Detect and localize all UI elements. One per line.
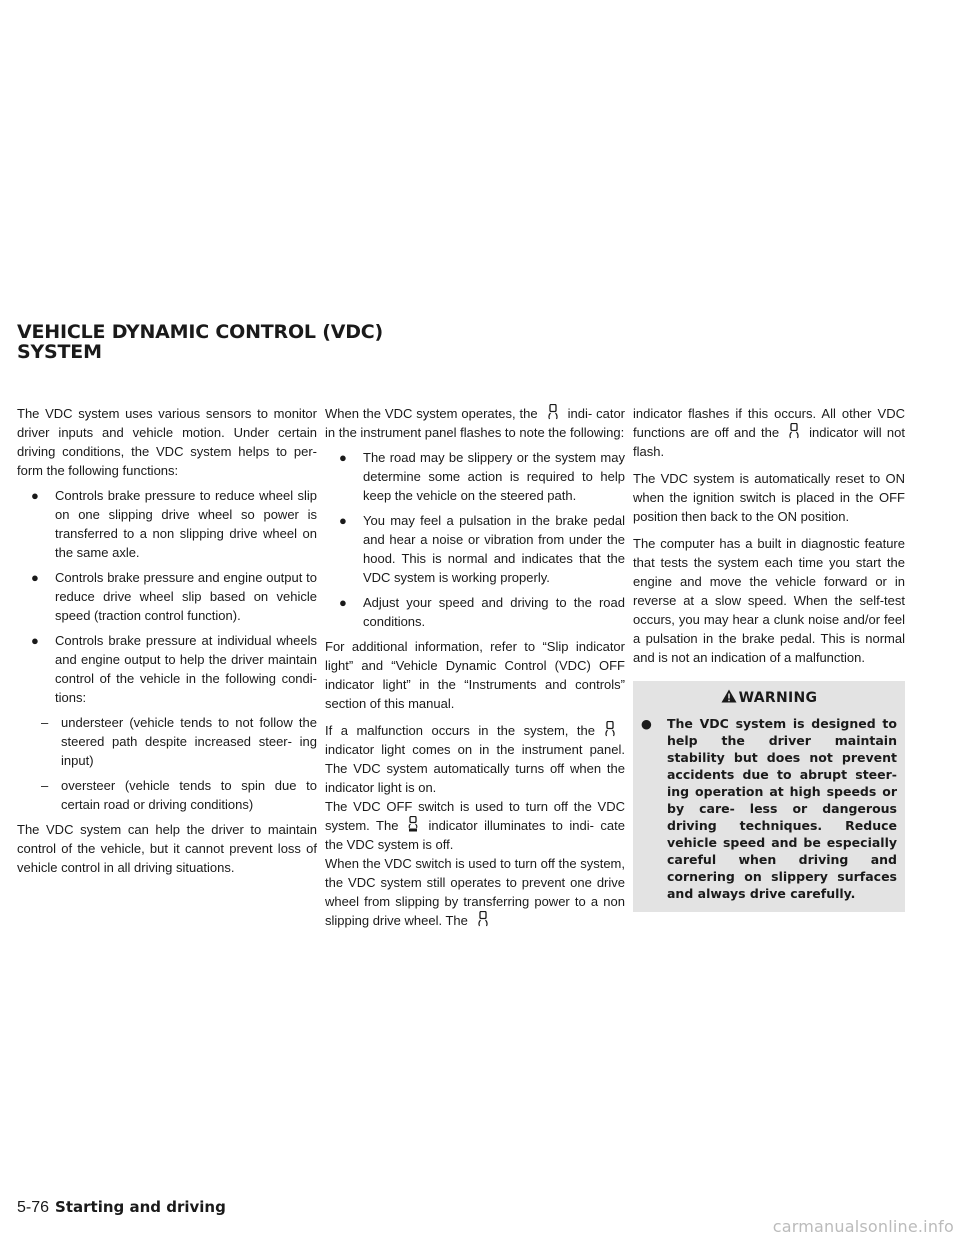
vdc-off-paragraph [325, 797, 625, 854]
text-run: The VDC OFF switch is used to turn off the VDC system. The [325, 799, 625, 833]
list-item [325, 448, 625, 505]
sub-list-item [17, 776, 317, 814]
text-run: indicator flashes if this occurs. All other VDC functions are off and the [633, 406, 905, 440]
slip-indicator-icon [472, 911, 494, 927]
page-number: 5-76 [17, 1199, 50, 1216]
warning-box [633, 681, 905, 912]
list-item-text: Controls brake pressure at individual wheels and engine output to help the driver maintain control of the vehicle in the following condi- tions: [55, 633, 317, 705]
reference-paragraph: For additional information, refer to “Slip indicator light” and “Vehicle Dynamic Control (VDC) OFF indicator light” in the “Instruments and controls” section of this manual. [325, 639, 625, 711]
list-item-text: Adjust your speed and driving to the road conditions. [363, 595, 625, 629]
list-item-text: You may feel a pulsation in the brake pedal and hear a noise or vibration from under the hood. This is normal and indicates that the VDC system is working properly. [363, 513, 625, 585]
sub-list-item [17, 713, 317, 770]
column-2 [325, 404, 625, 930]
sub-list-item-text: oversteer (vehicle tends to spin due to certain road or driving conditions) [61, 778, 317, 812]
warning-triangle-icon [721, 688, 737, 702]
list-item [17, 486, 317, 562]
slip-indicator-icon [542, 404, 564, 420]
text-run: indicator will not flash. [633, 425, 905, 459]
reset-paragraph: The VDC system is automatically reset to ON when the ignition switch is placed in the OFF position then back to the ON position. [633, 471, 905, 524]
dash-marker: – [41, 715, 49, 730]
list-item [17, 631, 317, 707]
bullet-marker: ● [31, 488, 39, 503]
malfunction-paragraph [325, 721, 625, 797]
bullet-marker: ● [31, 633, 39, 648]
list-item [325, 593, 625, 631]
slip-indicator-icon [783, 423, 805, 439]
warning-heading [633, 683, 905, 715]
list-item-text: The road may be slippery or the system may determine some action is required to help keep the vehicle on the steered path. [363, 450, 625, 503]
intro-paragraph: The VDC system uses various sensors to monitor driver inputs and vehicle motion. Under certain driving conditions, the VDC system helps to per- form the following functions: [17, 406, 317, 478]
bullet-marker: ● [31, 570, 39, 585]
vdc-off-indicator-icon [402, 816, 424, 832]
column-1 [17, 404, 317, 877]
text-run: indicator illuminates to indi- cate the VDC system is off. [325, 818, 625, 852]
diagnostic-paragraph: The computer has a built in diagnostic feature that tests the system each time you start the engine and move the vehicle forward or in reverse at a slow speed. When the self-test occurs, you may hear a clunk noise and/or feel a pulsation in the brake pedal. This is normal and is not an indication of a malfunction. [633, 536, 905, 665]
list-item-text: Controls brake pressure to reduce wheel slip on one slipping drive wheel so power is transferred to a non slipping drive wheel on the same axle. [55, 488, 317, 560]
text-run: indi- cator in the instrument panel flashes to note the following: [325, 406, 626, 440]
bullet-marker: ● [339, 513, 347, 528]
list-item-text: Controls brake pressure and engine output to reduce drive wheel slip based on vehicle speed (traction control function). [55, 570, 317, 623]
warning-text-content: The VDC system is designed to help the driver maintain stability but does not prevent accidents due to abrupt steer- ing operation at high speeds or by care- less or dangerous driving techniques. Reduce vehicle speed and be especially careful when driving and cornering on slippery surfaces and always drive carefully. [667, 716, 897, 901]
bullet-marker: ● [339, 450, 347, 465]
indicator-flash-paragraph [633, 404, 905, 461]
page-footer [17, 1198, 226, 1217]
warning-title: WARNING [738, 690, 818, 706]
list-item [17, 568, 317, 625]
text-run: If a malfunction occurs in the system, the [325, 723, 595, 738]
text-run: When the VDC system operates, the [325, 406, 538, 421]
watermark: carmanualsonline.info [772, 1217, 954, 1236]
bullet-marker: ● [339, 595, 347, 610]
sub-list-item-text: understeer (vehicle tends to not follow the steered path despite increased steer- ing input) [61, 715, 317, 768]
list-item [325, 511, 625, 587]
text-run: indicator light comes on in the instrument panel. The VDC system automatically turns off when the indicator light is on. [325, 742, 625, 795]
slip-indicator-icon [599, 721, 621, 737]
operation-paragraph [325, 404, 625, 442]
column-3 [633, 404, 905, 912]
section-name: Starting and driving [55, 1198, 226, 1216]
vdc-switch-paragraph [325, 854, 625, 930]
warning-text [633, 715, 905, 902]
text-run: When the VDC switch is used to turn off the system, the VDC system still operates to prevent one drive wheel from slipping by transferring power to a non slipping drive wheel. The [325, 856, 625, 928]
dash-marker: – [41, 778, 49, 793]
title-line-1: VEHICLE DYNAMIC CONTROL (VDC) [17, 321, 384, 343]
closing-paragraph: The VDC system can help the driver to maintain control of the vehicle, but it cannot prevent loss of vehicle control in all driving situations. [17, 822, 317, 875]
bullet-marker: ● [641, 716, 652, 731]
page-title [17, 322, 383, 362]
title-line-2: SYSTEM [17, 341, 102, 363]
